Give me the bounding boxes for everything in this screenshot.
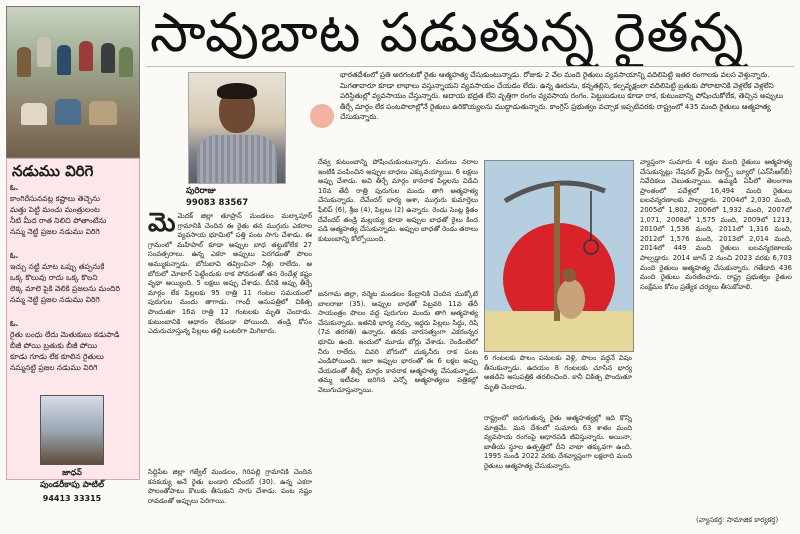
poem-line: నీటి మీద రాత నిలిచి పోతాంటేను <box>10 216 107 225</box>
column-4: వ్యాప్తంగా సుమారు 4 లక్షల మంది రైతులు ఆత్మహత్య చేసుకున్నట్లు నేషనల్ క్రైమ్ రికార్డ్స్ బ్యూరో (ఎన్‌సీఆర్‌బీ) నివేదికలు చెబుతున్నాయి. ఉమ్మడి ఏపీలో తెలంగాణ ప్రాంతంలో పదేళ్లలో 16,494 మంది రైతులు బలవన్మరణాలకు పాల్పడ్డారు. 2004లో 2,030 మంది, 2005లో 1,802, 2006లో 1,932 మంది, 2007లో 1,071, 2008లో 1,575 మంది, 2009లో 1213, 2010లో 1,536 మంది, 2011లో 1,316 మంది, 2012లో 1,576 మంది, 2013లో 2,014 మంది, 2014లో 449 మంది రైతులు బలవన్మరణాలకు పాల్పడ్డారు. 2014 జూన్ 2 నుంచి 2023 వరకు 6,703 మంది రైతులు ఆత్మహత్య చేసుకున్నారు. గతేడాది 436 మంది రైతులు మరణించారు. రాష్ట్ర ప్రభుత్వం రైతుల సంక్షేమం కోసం ప్రత్యేక చర్యలు తీసుకోవాలి. <box>640 158 792 291</box>
poem-line: ఇచ్చు నట్టి మాట ఒప్పు తప్పనుకే <box>10 262 105 271</box>
poem-stanza-3 <box>10 318 136 373</box>
column-1 <box>148 212 312 362</box>
stanza-number: ఓ. <box>10 183 19 192</box>
poem-line: ఒక్క కొలువు రాదు ఒక్క కొలని <box>10 273 98 282</box>
column-1-text: మెదక్ జిల్లా తూప్రాన్ మండలం మల్కాపూర్ గ్రామానికి చెందిన ఈ రైతు తన ముగ్గురు ఎకరాల వ్యవసాయ భూమిలో పత్తి పంట సాగు చేశాడు. ఈ గ్రామంలో మహిపాల్ కూడా అప్పుల బాధ తట్టుకోలేక 27 సంవత్సరాలు. ఉన్న ఎకరా అప్పులు పెరగడంతో పొలం అమ్ముకున్నాడు. బోరుబావి తవ్వించినా నీళ్లు రాలేదు. ఆ బోరులో మోటార్ పెట్టేందుకు రాక పోవడంతో తన రెండేళ్ల కష్టం వృథా అయ్యింది. 5 లక్షలు అప్పు చేశాడు. దీనికి అప్పు తీర్చే మార్గం లేక పిల్లలకు 95 రాత్రి 11 గంటల సమయంలో పురుగుల మందు తాగాడు. గాంధీ ఆసుపత్రిలో చికిత్స పొందుతూ 16వ రాత్రి 12 గంటలకు మృతి చెందాడు. కుటుంబానికి ఆధారం లేకుండా పోయింది. తండ్రి కోసం ఎదురుచూస్తున్న పిల్లలు తల్లి ఒంటరిగా మిగిలారు. <box>148 212 312 336</box>
poem-line: నమ్మ నెట్టి ప్రజల నడుము విరిగె <box>10 295 100 304</box>
drop-cap: మె <box>148 212 176 238</box>
stanza-number: ఓ. <box>10 319 19 328</box>
farmer-noose-illustration <box>484 160 634 352</box>
column-1b: సిద్దిపేట జిల్లా గజ్వేల్ మండలం, గిరిపల్లి గ్రామానికి చెందిన కనకయ్య అనే రైతు బండారి రవీందర్ (30). ఉన్న ఎకరా పొలంతోపాటు కౌలుకు తీసుకుని సాగు చేశాడు. పంట నష్టం రావడంతో అప్పులు పెరిగాయి. <box>148 468 312 505</box>
author-credit: (వ్యాసకర్త: సామాజిక కార్యకర్త) <box>696 516 779 524</box>
poem-line: నమ్మనట్టి ప్రజల నడుము విరిగె <box>10 363 98 372</box>
poem-title: నడుము విరిగె <box>12 162 94 180</box>
headline: సావుబాట పడుతున్న రైతన్న <box>150 1 745 64</box>
poet-title: జాధవ్ <box>62 468 82 477</box>
poem-line: మత్తు పెట్టి మంచు మంత్రులంట <box>10 205 100 214</box>
poet-photo <box>40 395 104 465</box>
poem-stanza-2 <box>10 250 136 305</box>
poem-line: బీజీ పోయి బ్రతుకు బీజీ పోయి <box>10 341 98 350</box>
author-phone: 99083 83567 <box>186 198 249 208</box>
divider <box>146 66 794 67</box>
poem-line: రైతు బంధు లేదు మెతుకుబు కడుపాడి <box>10 330 120 339</box>
column-2: దేవ్వ కుటుంబాన్ని పోషించుకుంటున్నారు. మరులు నరాల ఇంటికి పంపించిన అప్పుల బాధలు ఎక్కువయ్యాయి. 6 లక్షలు అప్పు చేశాడు. అవి తీర్చే మార్గం కానరాక పిల్లలను విడిచి 10వ తేదీ రాత్రి పురుగుల మందు తాగి ఆత్మహత్య చేసుకున్నాడు. దేవేందర్ భార్య ఆశా, ముగ్గురు కుమార్తెలు ఫీలిప్ (6), శ్రీజ (4), పిల్లలు (2) ఉన్నారు. రెండు సెంట్ల క్రితం దేవేందర్ తండ్రి మల్లయ్య కూడా అప్పుల బాధతో రైలు కింద పడి ఆత్మహత్య చేసుకున్నాడు. అప్పుల బాధతో రెండు తరాలు కుటుంబాన్ని కోల్పోయింది. <box>318 158 478 243</box>
author-name: పురిరాజు <box>186 186 216 196</box>
poet-phone: 94413 33315 <box>42 494 102 503</box>
author-byline <box>186 185 286 209</box>
stanza-number: ఓ. <box>10 251 19 260</box>
intro-paragraph: భారతదేశంలో ప్రతి అరగంటకో రైతు ఆత్మహత్య చేసుకుంటున్నాడు. రోజుకు 2 వేల మంది రైతులు వ్యవసాయాన్ని వదిలిపెట్టి ఇతర రంగాలకు వలస వెళ్తున్నారు. మిగతావారూ కూడా లాభాలు వస్తున్నాయని వ్యవసాయం చేయడం లేదు. ఉన్న ఊరును, కన్నతల్లిని, కల్పవృక్షంలా వదిలిపెట్టి బ్రతుకు పోరాటానికి వెళ్లలేక వెళ్లలేని పరిస్థితుల్లో వ్యవసాయం చేస్తున్నారు. అదాయ భద్రత లేని వృత్తిగా రంగం వ్యవసాయ రంగం. పెట్టుబడులు కూడా రాక, కుటుంబాన్ని పోషించుకోలేక, తెచ్చిన అప్పులు తీర్చే మార్గం లేక పంటపొలాల్లోనే రైతులు ఉరికొయ్యలను ముద్దాడుతున్నారు. కాంగ్రెస్ ప్రభుత్వం వచ్చాక ఇప్పటివరకు రాష్ట్రంలో 435 మంది రైతులు ఆత్మహత్య చేసుకున్నారు. <box>340 70 784 121</box>
poem-stanza-1 <box>10 182 136 237</box>
poem-line: లెక్క మాలె పైకి వెలికి ప్రజలను మందిరి <box>10 284 120 293</box>
poet-name: పుండరీకాపు పాటిల్ <box>39 480 105 490</box>
column-2b: జనగామ జిల్లా, నర్మెట మండలం కేంద్రానికి చెందిన ముక్కోటి బాలరాజు (35). అప్పుల బాధతో పిబ్రవరి 11వ తేదీ సాయంత్రం పొలం వద్ద పురుగుల మందు తాగి ఆత్మహత్య చేసుకున్నాడు. ఇతనికి భార్య నర్సు, ఇద్దరు పిల్లలు సిద్దు, రిషి (7వ తరగతి) ఉన్నారు. తనకు వారసత్వంగా ఎకరంన్నర భూమి ఉంది. ఇందులో మూడు బోర్లు వేశాడు. రెండింటిలో నీరు రాలేదు. చివరి బోరులో చుక్కనీరు రాక పంట ఎండిపోయింది. ఇలా అప్పుల భారంతో ఈ 6 లక్షల అప్పు చేయడంతో తీర్చే మార్గం కానరాక ఆత్మహత్య చేసుకున్నాడు. తమ్మ ఇటీవల జరిగిన ఎన్నో ఆత్మహత్యలు పత్రికల్లో వెలుగుచూస్తున్నాయి. <box>318 290 478 394</box>
author-photo <box>188 72 286 184</box>
protest-photo <box>6 6 140 158</box>
column-3-top: 6 గంటలకు పొలం పనులకు వెళ్లి, పొలం వద్దనే విషం తీసుకున్నాడు. ఉదయం 8 గంటలకు చూసిన భార్య అతడిని ఆసుపత్రికి తరలించింది. కానీ చికిత్స పొందుతూ మృతి చెందాడు. <box>484 354 632 391</box>
poem-line: కాంగిరేసునవట్ల కష్టాలు తెచ్చెను <box>10 194 100 203</box>
poem-line: కూడు గూడు లేక కూలిన రైతులు <box>10 352 104 361</box>
column-3: రాష్ట్రంలో జరుగుతున్న రైతు ఆత్మహత్యల్లో ఇది కొన్ని మాత్రమే. మన దేశంలో సుమారు 63 శాతం మంది వ్యవసాయ రంగంపై ఆధారపడి జీవిస్తున్నారు. అయినా, జాతీయ స్థూల ఉత్పత్తిలో దీని వాటా తక్కువగా ఉంది. 1995 నుండి 2022 వరకు దేశవ్యాప్తంగా లక్షలాది మంది రైతులు ఆత్మహత్య చేసుకున్నారు. <box>484 414 632 470</box>
poem-line: నమ్మ నెట్టి ప్రజల నడుము విరిగె <box>10 227 100 236</box>
decorative-circle-icon <box>310 104 334 128</box>
